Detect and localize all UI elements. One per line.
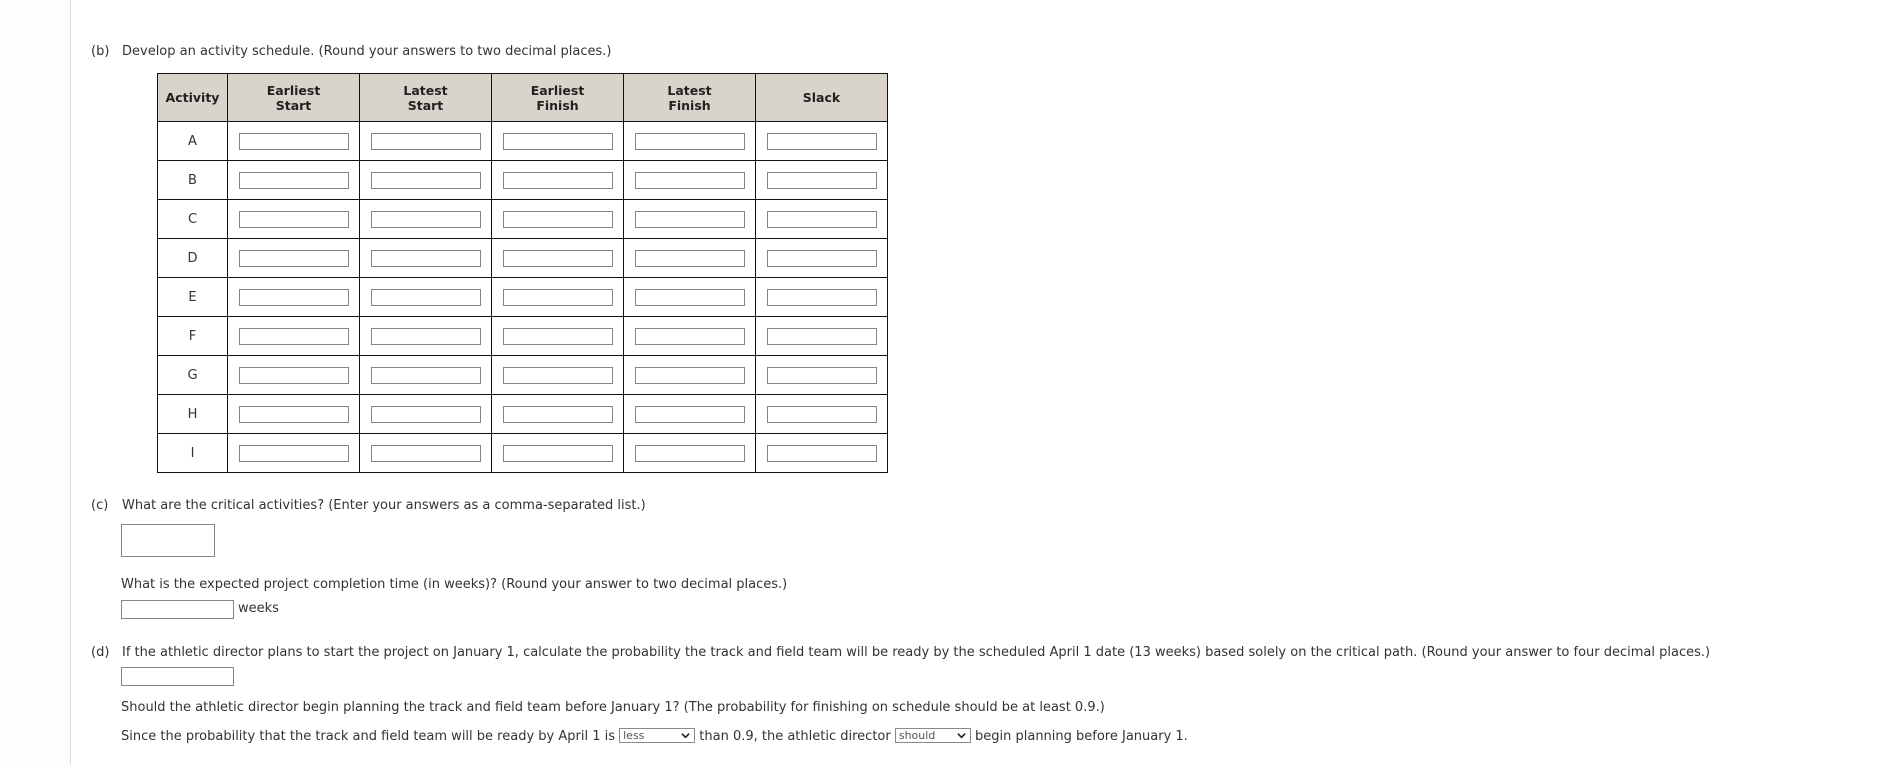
- weeks-unit-label: weeks: [238, 601, 279, 616]
- latest-finish-input[interactable]: [635, 367, 745, 384]
- latest-start-input[interactable]: [371, 445, 481, 462]
- slack-input[interactable]: [767, 250, 877, 267]
- latest-start-input[interactable]: [371, 211, 481, 228]
- latest-start-input[interactable]: [371, 289, 481, 306]
- table-row: [158, 122, 888, 161]
- sentence-part1: Since the probability that the track and field team will be ready by April 1 is: [121, 729, 615, 744]
- header-latest-start: Latest Start: [360, 74, 492, 122]
- activity-schedule-table: [157, 73, 888, 473]
- part-d-prompt: If the athletic director plans to start the project on January 1, calculate the probability the track and field team will be ready by the scheduled April 1 date (13 weeks) based solely on the critical path. (Round your answer to four decimal places.): [122, 645, 1711, 660]
- part-c-label: (c): [91, 498, 109, 513]
- header-activity: Activity: [158, 74, 228, 122]
- latest-start-input[interactable]: [371, 133, 481, 150]
- latest-finish-input[interactable]: [635, 445, 745, 462]
- earliest-finish-input[interactable]: [503, 289, 613, 306]
- part-b-question: [91, 44, 611, 60]
- latest-start-input[interactable]: [371, 367, 481, 384]
- activity-cell: A: [158, 122, 228, 161]
- comparison-select[interactable]: [619, 728, 695, 743]
- earliest-finish-input[interactable]: [503, 211, 613, 228]
- header-latest-finish: Latest Finish: [624, 74, 756, 122]
- sentence-part2: than 0.9, the athletic director: [699, 729, 891, 744]
- slack-input[interactable]: [767, 406, 877, 423]
- sentence-part3: begin planning before January 1.: [975, 729, 1188, 744]
- table-row: [158, 161, 888, 200]
- header-earliest-start: Earliest Start: [228, 74, 360, 122]
- should-begin-question: Should the athletic director begin planning the track and field team before January 1? (The probability for finishing on schedule should be at least 0.9.): [121, 700, 1105, 715]
- activity-cell: H: [158, 395, 228, 434]
- activity-cell: G: [158, 356, 228, 395]
- earliest-start-input[interactable]: [239, 289, 349, 306]
- slack-input[interactable]: [767, 211, 877, 228]
- table-row: [158, 356, 888, 395]
- comparison-select-value: less: [623, 728, 645, 742]
- latest-start-input[interactable]: [371, 406, 481, 423]
- latest-finish-input[interactable]: [635, 406, 745, 423]
- slack-input[interactable]: [767, 172, 877, 189]
- table-row: [158, 239, 888, 278]
- latest-finish-input[interactable]: [635, 250, 745, 267]
- slack-input[interactable]: [767, 445, 877, 462]
- table-row: [158, 317, 888, 356]
- earliest-start-input[interactable]: [239, 367, 349, 384]
- table-row: [158, 278, 888, 317]
- earliest-start-input[interactable]: [239, 133, 349, 150]
- latest-finish-input[interactable]: [635, 133, 745, 150]
- latest-finish-input[interactable]: [635, 289, 745, 306]
- part-c-question: [91, 498, 646, 514]
- earliest-start-input[interactable]: [239, 211, 349, 228]
- table-row: [158, 395, 888, 434]
- slack-input[interactable]: [767, 367, 877, 384]
- part-b-label: (b): [91, 44, 110, 59]
- header-earliest-finish: Earliest Finish: [492, 74, 624, 122]
- probability-input[interactable]: [121, 667, 234, 686]
- part-b-prompt: Develop an activity schedule. (Round your answers to two decimal places.): [122, 44, 612, 59]
- completion-time-question: What is the expected project completion time (in weeks)? (Round your answer to two decimal places.): [121, 577, 788, 592]
- conclusion-sentence: [121, 729, 1188, 745]
- latest-finish-input[interactable]: [635, 211, 745, 228]
- earliest-start-input[interactable]: [239, 406, 349, 423]
- earliest-start-input[interactable]: [239, 445, 349, 462]
- recommendation-select[interactable]: [895, 728, 971, 743]
- part-d-label: (d): [91, 645, 110, 660]
- earliest-finish-input[interactable]: [503, 250, 613, 267]
- chevron-down-icon: [957, 731, 966, 744]
- earliest-finish-input[interactable]: [503, 445, 613, 462]
- part-d-question: [91, 645, 1710, 661]
- activity-cell: D: [158, 239, 228, 278]
- critical-activities-input[interactable]: [121, 524, 215, 557]
- table-header-row: [158, 74, 888, 122]
- earliest-finish-input[interactable]: [503, 172, 613, 189]
- earliest-finish-input[interactable]: [503, 367, 613, 384]
- activity-cell: F: [158, 317, 228, 356]
- latest-start-input[interactable]: [371, 172, 481, 189]
- activity-cell: E: [158, 278, 228, 317]
- completion-time-input[interactable]: [121, 600, 234, 619]
- table-row: [158, 200, 888, 239]
- chevron-down-icon: [681, 731, 690, 744]
- earliest-start-input[interactable]: [239, 172, 349, 189]
- earliest-start-input[interactable]: [239, 250, 349, 267]
- latest-finish-input[interactable]: [635, 328, 745, 345]
- slack-input[interactable]: [767, 289, 877, 306]
- activity-cell: C: [158, 200, 228, 239]
- earliest-finish-input[interactable]: [503, 328, 613, 345]
- activity-cell: I: [158, 434, 228, 473]
- latest-finish-input[interactable]: [635, 172, 745, 189]
- latest-start-input[interactable]: [371, 250, 481, 267]
- slack-input[interactable]: [767, 328, 877, 345]
- slack-input[interactable]: [767, 133, 877, 150]
- earliest-start-input[interactable]: [239, 328, 349, 345]
- activity-cell: B: [158, 161, 228, 200]
- table-row: [158, 434, 888, 473]
- earliest-finish-input[interactable]: [503, 406, 613, 423]
- earliest-finish-input[interactable]: [503, 133, 613, 150]
- latest-start-input[interactable]: [371, 328, 481, 345]
- left-gutter: [0, 0, 71, 765]
- header-slack: Slack: [756, 74, 888, 122]
- part-c-prompt: What are the critical activities? (Enter your answers as a comma-separated list.): [122, 498, 646, 513]
- recommendation-select-value: should: [898, 728, 936, 742]
